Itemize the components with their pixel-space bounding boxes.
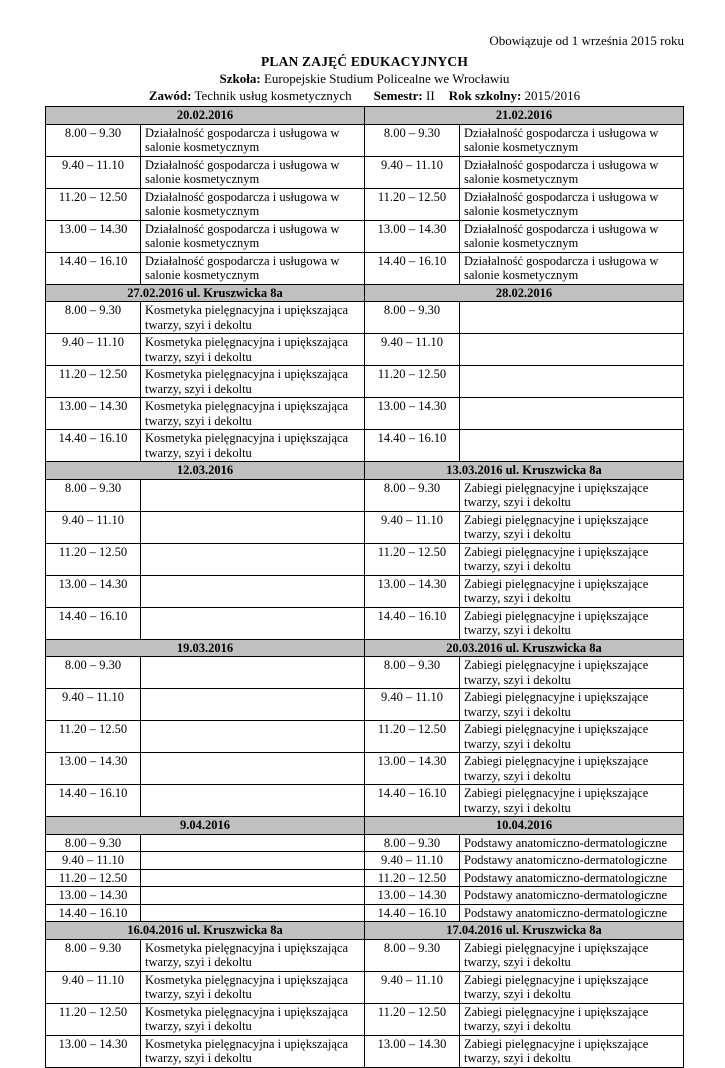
- right-time-cell: 13.00 – 14.30: [365, 575, 460, 607]
- section-header-right-date: 13.03.2016 ul. Kruszwicka 8a: [365, 462, 684, 480]
- left-subject-cell: Kosmetyka pielęgnacyjna i upiększająca twarzy, szyi i dekoltu: [141, 1003, 365, 1035]
- right-time-cell: 11.20 – 12.50: [365, 1003, 460, 1035]
- semester-segment: [374, 88, 435, 103]
- left-subject-cell: [141, 511, 365, 543]
- section-header-row: [46, 817, 684, 835]
- semester-value: II: [426, 88, 435, 103]
- right-subject-cell: Działalność gospodarcza i usługowa w salonie kosmetycznym: [460, 124, 684, 156]
- schedule-row: [46, 220, 684, 252]
- schedule-row: [46, 252, 684, 284]
- left-subject-cell: [141, 753, 365, 785]
- left-time-cell: 14.40 – 16.10: [46, 252, 141, 284]
- left-subject-cell: [141, 852, 365, 870]
- schedule-row: [46, 479, 684, 511]
- right-time-cell: 11.20 – 12.50: [365, 188, 460, 220]
- left-time-cell: 8.00 – 9.30: [46, 834, 141, 852]
- right-time-cell: 13.00 – 14.30: [365, 1035, 460, 1067]
- left-time-cell: 11.20 – 12.50: [46, 721, 141, 753]
- schedule-row: [46, 971, 684, 1003]
- schedule-row: [46, 124, 684, 156]
- left-subject-cell: Kosmetyka pielęgnacyjna i upiększająca twarzy, szyi i dekoltu: [141, 302, 365, 334]
- right-time-cell: 11.20 – 12.50: [365, 366, 460, 398]
- left-subject-cell: [141, 834, 365, 852]
- right-subject-cell: [460, 430, 684, 462]
- right-subject-cell: Działalność gospodarcza i usługowa w salonie kosmetycznym: [460, 188, 684, 220]
- left-subject-cell: [141, 607, 365, 639]
- left-time-cell: 13.00 – 14.30: [46, 887, 141, 905]
- right-subject-cell: Zabiegi pielęgnacyjne i upiększające twarzy, szyi i dekoltu: [460, 753, 684, 785]
- left-subject-cell: [141, 543, 365, 575]
- left-time-cell: 14.40 – 16.10: [46, 430, 141, 462]
- profession-label: Zawód:: [148, 88, 192, 103]
- right-time-cell: 9.40 – 11.10: [365, 511, 460, 543]
- profession-segment: [149, 88, 352, 103]
- schedule-row: [46, 852, 684, 870]
- left-subject-cell: [141, 721, 365, 753]
- left-subject-cell: Działalność gospodarcza i usługowa w salonie kosmetycznym: [141, 156, 365, 188]
- right-time-cell: 8.00 – 9.30: [365, 939, 460, 971]
- right-subject-cell: Zabiegi pielęgnacyjne i upiększające twarzy, szyi i dekoltu: [460, 543, 684, 575]
- left-subject-cell: Działalność gospodarcza i usługowa w salonie kosmetycznym: [141, 188, 365, 220]
- left-time-cell: 8.00 – 9.30: [46, 479, 141, 511]
- left-subject-cell: Działalność gospodarcza i usługowa w salonie kosmetycznym: [141, 124, 365, 156]
- page-title: PLAN ZAJĘĆ EDUKACYJNYCH: [260, 54, 469, 69]
- schedule-row: [46, 785, 684, 817]
- profession-value: Technik usług kosmetycznych: [194, 88, 352, 103]
- right-time-cell: 9.40 – 11.10: [365, 334, 460, 366]
- schedule-body: [46, 107, 684, 1068]
- left-time-cell: 13.00 – 14.30: [46, 575, 141, 607]
- section-header-row: [46, 462, 684, 480]
- right-time-cell: 13.00 – 14.30: [365, 753, 460, 785]
- left-time-cell: 13.00 – 14.30: [46, 753, 141, 785]
- left-subject-cell: Kosmetyka pielęgnacyjna i upiększająca twarzy, szyi i dekoltu: [141, 398, 365, 430]
- left-time-cell: 9.40 – 11.10: [46, 689, 141, 721]
- schedule-row: [46, 366, 684, 398]
- right-subject-cell: [460, 366, 684, 398]
- section-header-left-date: 20.02.2016: [46, 107, 365, 125]
- right-subject-cell: [460, 398, 684, 430]
- schedule-row: [46, 887, 684, 905]
- left-subject-cell: Kosmetyka pielęgnacyjna i upiększająca twarzy, szyi i dekoltu: [141, 430, 365, 462]
- school-label: Szkoła:: [219, 71, 261, 86]
- right-subject-cell: Zabiegi pielęgnacyjne i upiększające twarzy, szyi i dekoltu: [460, 657, 684, 689]
- left-time-cell: 9.40 – 11.10: [46, 971, 141, 1003]
- right-subject-cell: Zabiegi pielęgnacyjne i upiększające twarzy, szyi i dekoltu: [460, 607, 684, 639]
- right-subject-cell: [460, 302, 684, 334]
- right-time-cell: 14.40 – 16.10: [365, 785, 460, 817]
- section-header-right-date: 20.03.2016 ul. Kruszwicka 8a: [365, 639, 684, 657]
- schedule-row: [46, 1003, 684, 1035]
- section-header-right-date: 17.04.2016 ul. Kruszwicka 8a: [365, 922, 684, 940]
- left-subject-cell: [141, 887, 365, 905]
- left-time-cell: 8.00 – 9.30: [46, 302, 141, 334]
- right-subject-cell: Zabiegi pielęgnacyjne i upiększające twarzy, szyi i dekoltu: [460, 575, 684, 607]
- right-subject-cell: Podstawy anatomiczno-dermatologiczne: [460, 834, 684, 852]
- left-time-cell: 11.20 – 12.50: [46, 188, 141, 220]
- right-subject-cell: Zabiegi pielęgnacyjne i upiększające twarzy, szyi i dekoltu: [460, 1035, 684, 1067]
- left-subject-cell: Kosmetyka pielęgnacyjna i upiększająca twarzy, szyi i dekoltu: [141, 366, 365, 398]
- right-subject-cell: Zabiegi pielęgnacyjne i upiększające twarzy, szyi i dekoltu: [460, 939, 684, 971]
- schedule-row: [46, 334, 684, 366]
- section-header-row: [46, 284, 684, 302]
- right-subject-cell: Podstawy anatomiczno-dermatologiczne: [460, 869, 684, 887]
- section-header-left-date: 27.02.2016 ul. Kruszwicka 8a: [46, 284, 365, 302]
- schedule-row: [46, 834, 684, 852]
- section-header-right-date: 28.02.2016: [365, 284, 684, 302]
- schedule-row: [46, 607, 684, 639]
- right-time-cell: 14.40 – 16.10: [365, 430, 460, 462]
- section-header-left-date: 9.04.2016: [46, 817, 365, 835]
- left-time-cell: 9.40 – 11.10: [46, 511, 141, 543]
- left-time-cell: 8.00 – 9.30: [46, 939, 141, 971]
- left-time-cell: 14.40 – 16.10: [46, 904, 141, 922]
- left-subject-cell: [141, 904, 365, 922]
- schedule-row: [46, 689, 684, 721]
- left-subject-cell: Kosmetyka pielęgnacyjna i upiększająca twarzy, szyi i dekoltu: [141, 334, 365, 366]
- right-subject-cell: [460, 334, 684, 366]
- left-subject-cell: Kosmetyka pielęgnacyjna i upiększająca twarzy, szyi i dekoltu: [141, 1035, 365, 1067]
- left-subject-cell: Kosmetyka pielęgnacyjna i upiększająca twarzy, szyi i dekoltu: [141, 971, 365, 1003]
- left-subject-cell: [141, 479, 365, 511]
- right-time-cell: 13.00 – 14.30: [365, 220, 460, 252]
- right-time-cell: 8.00 – 9.30: [365, 124, 460, 156]
- left-time-cell: 13.00 – 14.30: [46, 1035, 141, 1067]
- right-subject-cell: Zabiegi pielęgnacyjne i upiększające twarzy, szyi i dekoltu: [460, 689, 684, 721]
- schedule-row: [46, 188, 684, 220]
- section-header-left-date: 19.03.2016: [46, 639, 365, 657]
- schedule-row: [46, 657, 684, 689]
- left-time-cell: 13.00 – 14.30: [46, 220, 141, 252]
- left-subject-cell: [141, 785, 365, 817]
- schedule-row: [46, 575, 684, 607]
- schedule-row: [46, 1035, 684, 1067]
- left-time-cell: 11.20 – 12.50: [46, 366, 141, 398]
- right-time-cell: 14.40 – 16.10: [365, 607, 460, 639]
- school-value: Europejskie Studium Policealne we Wrocławiu: [263, 71, 510, 86]
- left-time-cell: 8.00 – 9.30: [46, 657, 141, 689]
- right-subject-cell: Zabiegi pielęgnacyjne i upiększające twarzy, szyi i dekoltu: [460, 721, 684, 753]
- right-time-cell: 14.40 – 16.10: [365, 904, 460, 922]
- left-time-cell: 8.00 – 9.30: [46, 124, 141, 156]
- right-subject-cell: Zabiegi pielęgnacyjne i upiększające twarzy, szyi i dekoltu: [460, 785, 684, 817]
- right-subject-cell: Zabiegi pielęgnacyjne i upiększające twarzy, szyi i dekoltu: [460, 971, 684, 1003]
- right-time-cell: 11.20 – 12.50: [365, 869, 460, 887]
- right-subject-cell: Zabiegi pielęgnacyjne i upiększające twarzy, szyi i dekoltu: [460, 479, 684, 511]
- left-time-cell: 9.40 – 11.10: [46, 852, 141, 870]
- section-header-left-date: 16.04.2016 ul. Kruszwicka 8a: [46, 922, 365, 940]
- meta-line: [45, 88, 684, 104]
- left-subject-cell: Działalność gospodarcza i usługowa w salonie kosmetycznym: [141, 220, 365, 252]
- left-subject-cell: Działalność gospodarcza i usługowa w salonie kosmetycznym: [141, 252, 365, 284]
- right-subject-cell: Podstawy anatomiczno-dermatologiczne: [460, 887, 684, 905]
- schedule-table: [45, 106, 684, 1068]
- left-time-cell: 14.40 – 16.10: [46, 607, 141, 639]
- school-year-label: Rok szkolny:: [448, 88, 522, 103]
- left-time-cell: 13.00 – 14.30: [46, 398, 141, 430]
- section-header-row: [46, 107, 684, 125]
- right-time-cell: 9.40 – 11.10: [365, 971, 460, 1003]
- left-subject-cell: [141, 869, 365, 887]
- school-year-segment: [449, 88, 580, 103]
- right-subject-cell: Działalność gospodarcza i usługowa w salonie kosmetycznym: [460, 252, 684, 284]
- right-time-cell: 9.40 – 11.10: [365, 852, 460, 870]
- effective-date-note: Obowiązuje od 1 września 2015 roku: [489, 33, 684, 48]
- left-time-cell: 9.40 – 11.10: [46, 334, 141, 366]
- schedule-row: [46, 939, 684, 971]
- schedule-row: [46, 398, 684, 430]
- left-subject-cell: [141, 657, 365, 689]
- left-time-cell: 14.40 – 16.10: [46, 785, 141, 817]
- left-time-cell: 11.20 – 12.50: [46, 869, 141, 887]
- left-time-cell: 11.20 – 12.50: [46, 1003, 141, 1035]
- right-time-cell: 9.40 – 11.10: [365, 156, 460, 188]
- school-year-value: 2015/2016: [524, 88, 581, 103]
- schedule-row: [46, 156, 684, 188]
- right-time-cell: 8.00 – 9.30: [365, 479, 460, 511]
- right-time-cell: 8.00 – 9.30: [365, 834, 460, 852]
- schedule-row: [46, 904, 684, 922]
- schedule-row: [46, 511, 684, 543]
- left-subject-cell: Kosmetyka pielęgnacyjna i upiększająca twarzy, szyi i dekoltu: [141, 939, 365, 971]
- right-subject-cell: Działalność gospodarcza i usługowa w salonie kosmetycznym: [460, 220, 684, 252]
- right-time-cell: 8.00 – 9.30: [365, 657, 460, 689]
- section-header-right-date: 10.04.2016: [365, 817, 684, 835]
- schedule-row: [46, 753, 684, 785]
- right-time-cell: 9.40 – 11.10: [365, 689, 460, 721]
- section-header-right-date: 21.02.2016: [365, 107, 684, 125]
- right-time-cell: 14.40 – 16.10: [365, 252, 460, 284]
- section-header-row: [46, 922, 684, 940]
- right-time-cell: 11.20 – 12.50: [365, 721, 460, 753]
- section-header-row: [46, 639, 684, 657]
- right-subject-cell: Zabiegi pielęgnacyjne i upiększające twarzy, szyi i dekoltu: [460, 511, 684, 543]
- schedule-row: [46, 869, 684, 887]
- section-header-left-date: 12.03.2016: [46, 462, 365, 480]
- right-subject-cell: Podstawy anatomiczno-dermatologiczne: [460, 904, 684, 922]
- semester-label: Semestr:: [373, 88, 423, 103]
- right-subject-cell: Działalność gospodarcza i usługowa w salonie kosmetycznym: [460, 156, 684, 188]
- left-time-cell: 9.40 – 11.10: [46, 156, 141, 188]
- school-line: [45, 71, 684, 87]
- schedule-row: [46, 543, 684, 575]
- left-subject-cell: [141, 689, 365, 721]
- schedule-row: [46, 302, 684, 334]
- right-time-cell: 11.20 – 12.50: [365, 543, 460, 575]
- schedule-row: [46, 430, 684, 462]
- right-time-cell: 8.00 – 9.30: [365, 302, 460, 334]
- schedule-row: [46, 721, 684, 753]
- right-subject-cell: Zabiegi pielęgnacyjne i upiększające twarzy, szyi i dekoltu: [460, 1003, 684, 1035]
- right-subject-cell: Podstawy anatomiczno-dermatologiczne: [460, 852, 684, 870]
- left-time-cell: 11.20 – 12.50: [46, 543, 141, 575]
- right-time-cell: 13.00 – 14.30: [365, 398, 460, 430]
- right-time-cell: 13.00 – 14.30: [365, 887, 460, 905]
- left-subject-cell: [141, 575, 365, 607]
